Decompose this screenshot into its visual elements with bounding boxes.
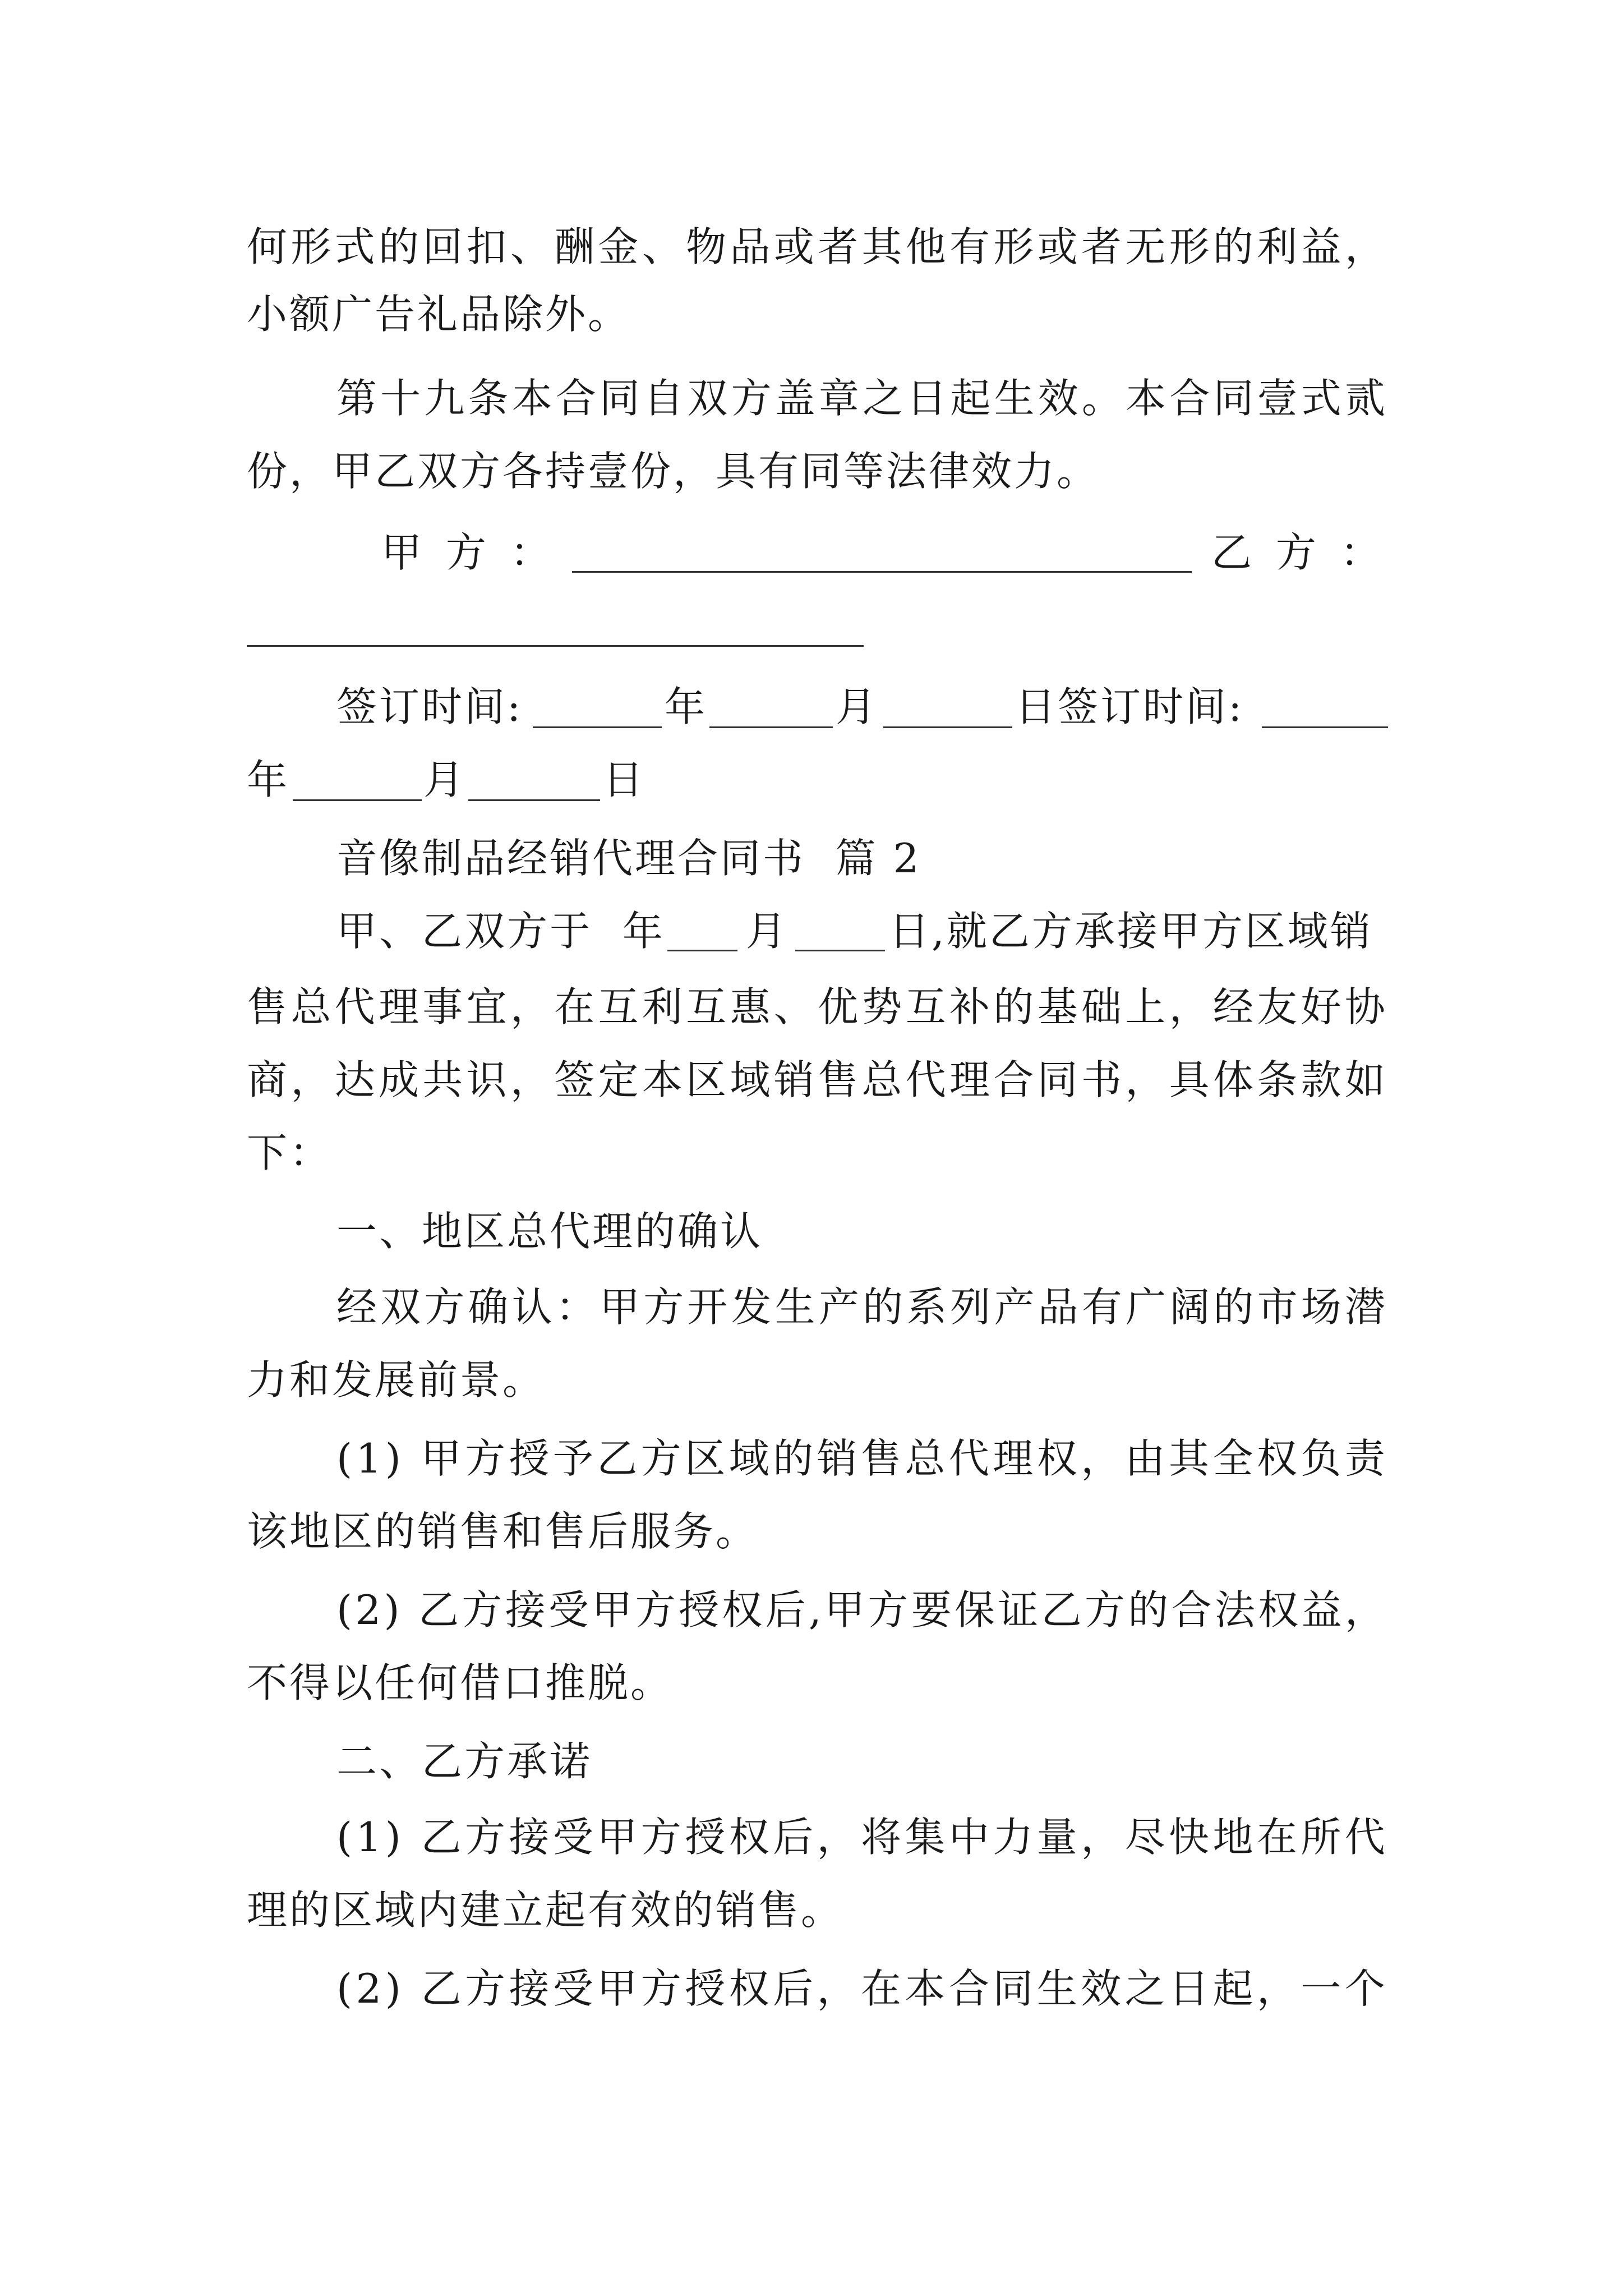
glyph: 益 bbox=[1301, 223, 1344, 270]
paragraph-text: 不得以任何借口推脱。 bbox=[247, 1659, 674, 1706]
glyph: 将 bbox=[860, 1814, 903, 1861]
glyph: 合 bbox=[1171, 1586, 1214, 1634]
glyph: 的 bbox=[993, 983, 1036, 1030]
glyph: 阔 bbox=[1169, 1283, 1212, 1331]
glyph: ， bbox=[1081, 1814, 1124, 1861]
glyph: 扣 bbox=[466, 223, 509, 270]
paragraph-text: 该地区的销售和售后服务。 bbox=[247, 1508, 759, 1555]
glyph: 方 bbox=[640, 1435, 684, 1482]
glyph: 要 bbox=[911, 1586, 954, 1634]
glyph: 双 bbox=[380, 1283, 423, 1331]
glyph: 基 bbox=[1037, 983, 1080, 1030]
glyph: 、 bbox=[642, 223, 685, 270]
glyph: 式 bbox=[1301, 375, 1344, 422]
day-blank bbox=[468, 799, 600, 801]
glyph: 的 bbox=[1128, 1586, 1171, 1634]
glyph: 经 bbox=[336, 1283, 380, 1331]
glyph: ， bbox=[1344, 223, 1387, 270]
glyph: 互 bbox=[905, 983, 948, 1030]
paragraph-text bbox=[247, 983, 1387, 1030]
paragraph-text: 甲、乙双方于 年 bbox=[336, 908, 665, 955]
paragraph-text: 理的区域内建立起有效的销售。 bbox=[247, 1887, 844, 1934]
article-19-text bbox=[336, 375, 1387, 422]
month-label: 月 bbox=[746, 908, 789, 955]
glyph: 条 bbox=[1257, 1056, 1300, 1103]
glyph: ) bbox=[385, 1965, 403, 2012]
glyph: 代 bbox=[334, 983, 377, 1030]
glyph: ， bbox=[510, 983, 553, 1030]
glyph: 金 bbox=[598, 223, 641, 270]
paragraph-text bbox=[336, 1283, 1387, 1331]
glyph: ， bbox=[1081, 1435, 1124, 1482]
party-b-label: 乙 方 ： bbox=[1211, 529, 1386, 576]
glyph: 回 bbox=[422, 223, 465, 270]
glyph: ， bbox=[291, 1056, 334, 1103]
glyph: 代 bbox=[948, 1435, 992, 1482]
glyph: 识 bbox=[466, 1056, 509, 1103]
glyph: 的 bbox=[773, 1435, 816, 1482]
party-a-label: 甲 方 ： bbox=[381, 529, 556, 576]
glyph: 础 bbox=[1081, 983, 1124, 1030]
glyph: 场 bbox=[1301, 1283, 1344, 1331]
glyph: 方 bbox=[640, 1965, 684, 2012]
glyph: 十 bbox=[380, 375, 423, 422]
glyph: 销 bbox=[817, 1435, 860, 1482]
glyph: 第 bbox=[336, 375, 380, 422]
glyph: 共 bbox=[422, 1056, 465, 1103]
glyph: 者 bbox=[1081, 223, 1124, 270]
glyph: 方 bbox=[462, 1586, 505, 1634]
glyph: 如 bbox=[1344, 1056, 1387, 1103]
glyph: ) bbox=[384, 1586, 402, 1634]
glyph: 体 bbox=[1212, 1056, 1256, 1103]
glyph: 日 bbox=[1169, 1965, 1212, 2012]
glyph: 甲 bbox=[824, 1586, 868, 1634]
glyph: 品 bbox=[1038, 1283, 1081, 1331]
glyph: 理 bbox=[378, 983, 421, 1030]
glyph bbox=[403, 1590, 418, 1630]
glyph: ( bbox=[336, 1814, 355, 1861]
glyph: ( bbox=[336, 1965, 355, 2012]
glyph: 广 bbox=[1126, 1283, 1169, 1331]
month-blank bbox=[667, 950, 737, 951]
glyph: 售 bbox=[247, 983, 290, 1030]
glyph: 方 bbox=[465, 1965, 508, 2012]
glyph: 效 bbox=[1081, 1965, 1124, 2012]
glyph: 九 bbox=[424, 375, 467, 422]
glyph: 中 bbox=[948, 1814, 992, 1861]
glyph: 形 bbox=[1169, 223, 1212, 270]
glyph: 自 bbox=[643, 375, 686, 422]
glyph: 友 bbox=[1257, 983, 1300, 1030]
glyph: 总 bbox=[905, 1435, 948, 1482]
glyph: 责 bbox=[1344, 1435, 1387, 1482]
glyph: 开 bbox=[687, 1283, 730, 1331]
glyph: 后 bbox=[765, 1586, 808, 1634]
glyph: 乙 bbox=[597, 1435, 640, 1482]
glyph: 起 bbox=[1212, 1965, 1256, 2012]
glyph: 权 bbox=[722, 1586, 765, 1634]
glyph: ， bbox=[817, 1814, 860, 1861]
glyph: 2 bbox=[355, 1586, 384, 1634]
glyph: 权 bbox=[1258, 1586, 1301, 1634]
glyph: 授 bbox=[685, 1814, 728, 1861]
glyph: 达 bbox=[334, 1056, 377, 1103]
glyph: 他 bbox=[905, 223, 948, 270]
glyph: 起 bbox=[950, 375, 993, 422]
glyph: 法 bbox=[1214, 1586, 1257, 1634]
glyph: 方 bbox=[635, 1586, 678, 1634]
glyph: 售 bbox=[818, 1056, 861, 1103]
glyph: 尽 bbox=[1124, 1814, 1168, 1861]
paragraph-text bbox=[336, 1586, 1387, 1634]
glyph: 总 bbox=[861, 1056, 905, 1103]
month-label: 月 bbox=[836, 683, 879, 730]
glyph: 惠 bbox=[730, 983, 773, 1030]
glyph: 1 bbox=[356, 1435, 384, 1482]
paragraph-text: 小额广告礼品除外。 bbox=[247, 291, 631, 338]
day-blank bbox=[795, 950, 885, 951]
glyph: 方 bbox=[424, 1283, 467, 1331]
glyph: 量 bbox=[1036, 1814, 1080, 1861]
glyph: 条 bbox=[468, 375, 511, 422]
glyph: 合 bbox=[993, 1056, 1036, 1103]
glyph: 本 bbox=[642, 1056, 685, 1103]
glyph: 上 bbox=[1125, 983, 1168, 1030]
paragraph-text bbox=[336, 1814, 1387, 1861]
glyph: 理 bbox=[949, 1056, 993, 1103]
paragraph-text: 下： bbox=[247, 1129, 333, 1176]
glyph: 。 bbox=[1081, 375, 1124, 422]
party-a-signature-blank bbox=[572, 571, 1192, 573]
glyph: 总 bbox=[291, 983, 334, 1030]
year-label: 年 bbox=[665, 683, 708, 730]
glyph: 生 bbox=[774, 1283, 818, 1331]
glyph: 方 bbox=[465, 1435, 508, 1482]
glyph: 区 bbox=[686, 1056, 729, 1103]
glyph: ， bbox=[1125, 1056, 1168, 1103]
glyph: 合 bbox=[1169, 375, 1212, 422]
glyph: 权 bbox=[728, 1814, 772, 1861]
glyph: 系 bbox=[906, 1283, 949, 1331]
glyph: 双 bbox=[687, 375, 730, 422]
glyph: 授 bbox=[678, 1586, 721, 1634]
glyph: 由 bbox=[1124, 1435, 1168, 1482]
glyph: 形 bbox=[291, 223, 334, 270]
glyph: 乙 bbox=[421, 1965, 464, 2012]
paragraph-text bbox=[247, 223, 1387, 270]
glyph: 在 bbox=[1256, 1814, 1299, 1861]
glyph: 快 bbox=[1169, 1814, 1212, 1861]
glyph: 贰 bbox=[1344, 375, 1387, 422]
glyph: 1 bbox=[356, 1814, 384, 1861]
section-title: 音像制品经销代理合同书 篇 2 bbox=[336, 835, 921, 882]
glyph: 之 bbox=[1124, 1965, 1168, 2012]
glyph: ( bbox=[336, 1586, 355, 1634]
paragraph-text: 力和发展前景。 bbox=[247, 1356, 546, 1404]
glyph: 互 bbox=[598, 983, 641, 1030]
glyph: 方 bbox=[465, 1814, 508, 1861]
glyph: 本 bbox=[511, 375, 555, 422]
glyph: 好 bbox=[1301, 983, 1344, 1030]
glyph bbox=[404, 1438, 419, 1479]
glyph: 甲 bbox=[597, 1965, 640, 2012]
party-b-signature-blank bbox=[247, 645, 864, 647]
month-label: 月 bbox=[423, 756, 467, 803]
glyph: 集 bbox=[905, 1814, 948, 1861]
glyph: 本 bbox=[1126, 375, 1169, 422]
glyph: ) bbox=[385, 1814, 403, 1861]
glyph: 代 bbox=[1344, 1814, 1387, 1861]
glyph: 无 bbox=[1125, 223, 1168, 270]
glyph: 盖 bbox=[774, 375, 818, 422]
glyph: 同 bbox=[1037, 1056, 1080, 1103]
paragraph-text bbox=[247, 1056, 1387, 1103]
glyph: 经 bbox=[1212, 983, 1256, 1030]
glyph: 售 bbox=[860, 1435, 903, 1482]
glyph: 市 bbox=[1257, 1283, 1300, 1331]
glyph: 受 bbox=[548, 1586, 592, 1634]
glyph: 产 bbox=[818, 1283, 861, 1331]
glyph: 代 bbox=[905, 1056, 948, 1103]
glyph: 方 bbox=[1084, 1586, 1127, 1634]
paragraph-text: 份，甲乙双方各持壹份，具有同等法律效力。 bbox=[247, 448, 1100, 495]
glyph: 甲 bbox=[597, 1814, 640, 1861]
glyph: ， bbox=[817, 1965, 860, 2012]
year-label: 年 bbox=[247, 756, 290, 803]
glyph: 同 bbox=[993, 1965, 1036, 2012]
glyph: 甲 bbox=[592, 1586, 635, 1634]
month-blank bbox=[293, 799, 422, 801]
glyph: , bbox=[808, 1586, 824, 1634]
heading-text: 一、地区总代理的确认 bbox=[336, 1208, 763, 1255]
glyph: ) bbox=[385, 1435, 403, 1482]
glyph: 利 bbox=[1257, 223, 1300, 270]
glyph: 理 bbox=[993, 1435, 1036, 1482]
glyph: 授 bbox=[509, 1435, 552, 1482]
glyph: 的 bbox=[1213, 1283, 1256, 1331]
glyph: 书 bbox=[1081, 1056, 1124, 1103]
glyph: 宜 bbox=[466, 983, 509, 1030]
paragraph-text: 日,就乙方承接甲方区域销 bbox=[889, 908, 1373, 955]
glyph: ： bbox=[555, 1283, 598, 1331]
glyph: 协 bbox=[1344, 983, 1387, 1030]
glyph: 产 bbox=[994, 1283, 1037, 1331]
glyph: ( bbox=[336, 1435, 355, 1482]
day-signing-time-label: 日签订时间: bbox=[1015, 683, 1244, 730]
heading-text: 二、乙方承诺 bbox=[336, 1738, 593, 1785]
glyph: 接 bbox=[509, 1814, 552, 1861]
glyph: 其 bbox=[861, 223, 905, 270]
glyph: 形 bbox=[993, 223, 1036, 270]
glyph: 受 bbox=[552, 1965, 596, 2012]
glyph: 何 bbox=[247, 223, 290, 270]
glyph: 定 bbox=[598, 1056, 641, 1103]
glyph: 款 bbox=[1301, 1056, 1344, 1103]
glyph: 力 bbox=[993, 1814, 1036, 1861]
glyph: 方 bbox=[868, 1586, 911, 1634]
glyph: 甲 bbox=[600, 1283, 643, 1331]
glyph: 有 bbox=[949, 223, 993, 270]
glyph: 后 bbox=[773, 1814, 816, 1861]
glyph: 具 bbox=[1169, 1056, 1212, 1103]
glyph: 所 bbox=[1301, 1814, 1344, 1861]
glyph: 乙 bbox=[421, 1814, 464, 1861]
glyph: 效 bbox=[1038, 375, 1081, 422]
glyph: 酬 bbox=[554, 223, 597, 270]
glyph: 受 bbox=[552, 1814, 596, 1861]
glyph: ， bbox=[510, 1056, 553, 1103]
glyph: 或 bbox=[1037, 223, 1080, 270]
glyph: 确 bbox=[468, 1283, 511, 1331]
glyph: 生 bbox=[994, 375, 1037, 422]
glyph: 授 bbox=[685, 1965, 728, 2012]
glyph: 潜 bbox=[1344, 1283, 1387, 1331]
glyph: 地 bbox=[1212, 1814, 1256, 1861]
year-blank bbox=[533, 726, 662, 728]
glyph: 方 bbox=[731, 375, 774, 422]
glyph: 章 bbox=[818, 375, 861, 422]
glyph: 、 bbox=[773, 983, 817, 1030]
glyph: 生 bbox=[1036, 1965, 1080, 2012]
glyph: 权 bbox=[1036, 1435, 1080, 1482]
glyph: 予 bbox=[552, 1435, 596, 1482]
glyph: 证 bbox=[998, 1586, 1041, 1634]
glyph: 合 bbox=[948, 1965, 992, 2012]
glyph: 有 bbox=[1081, 1283, 1124, 1331]
glyph: 权 bbox=[728, 1965, 772, 2012]
glyph: 签 bbox=[554, 1056, 597, 1103]
glyph: 方 bbox=[640, 1814, 684, 1861]
glyph: 优 bbox=[818, 983, 861, 1030]
glyph: 同 bbox=[1213, 375, 1256, 422]
glyph: 品 bbox=[730, 223, 773, 270]
glyph: 列 bbox=[950, 1283, 993, 1331]
glyph: 的 bbox=[1212, 223, 1256, 270]
glyph: 事 bbox=[422, 983, 465, 1030]
paragraph-text bbox=[336, 1965, 1387, 2012]
glyph: 互 bbox=[686, 983, 729, 1030]
glyph: 接 bbox=[505, 1586, 548, 1634]
paragraph-text bbox=[336, 1435, 1387, 1482]
glyph: 的 bbox=[378, 223, 421, 270]
glyph: 在 bbox=[554, 983, 597, 1030]
glyph bbox=[404, 1817, 419, 1857]
glyph: 一 bbox=[1301, 1965, 1344, 2012]
glyph: 域 bbox=[728, 1435, 772, 1482]
signing-time-label: 签订时间: bbox=[336, 683, 523, 730]
glyph: 发 bbox=[731, 1283, 774, 1331]
glyph: 的 bbox=[863, 1283, 906, 1331]
glyph: 乙 bbox=[1041, 1586, 1084, 1634]
day-blank bbox=[883, 726, 1012, 728]
glyph: 壹 bbox=[1257, 375, 1300, 422]
glyph: 式 bbox=[334, 223, 377, 270]
glyph: 权 bbox=[1256, 1435, 1299, 1482]
glyph: 日 bbox=[906, 375, 949, 422]
glyph: 势 bbox=[861, 983, 905, 1030]
month-blank bbox=[709, 726, 833, 728]
glyph: 商 bbox=[247, 1056, 290, 1103]
glyph: 个 bbox=[1344, 1965, 1387, 2012]
glyph: 甲 bbox=[421, 1435, 464, 1482]
glyph bbox=[404, 1968, 419, 2009]
glyph: 域 bbox=[730, 1056, 773, 1103]
glyph: 负 bbox=[1301, 1435, 1344, 1482]
glyph: 方 bbox=[643, 1283, 686, 1331]
glyph: 2 bbox=[356, 1965, 384, 2012]
glyph: 利 bbox=[642, 983, 685, 1030]
day-label: 日 bbox=[603, 756, 646, 803]
glyph: 或 bbox=[773, 223, 817, 270]
glyph: 保 bbox=[955, 1586, 998, 1634]
glyph: 同 bbox=[600, 375, 643, 422]
glyph: 认 bbox=[511, 1283, 555, 1331]
glyph: 之 bbox=[863, 375, 906, 422]
glyph: 益 bbox=[1301, 1586, 1344, 1634]
glyph: 销 bbox=[773, 1056, 817, 1103]
glyph: 接 bbox=[509, 1965, 552, 2012]
glyph: 物 bbox=[686, 223, 729, 270]
glyph: 后 bbox=[773, 1965, 816, 2012]
glyph: 本 bbox=[905, 1965, 948, 2012]
glyph: 合 bbox=[555, 375, 598, 422]
year-blank bbox=[1262, 726, 1388, 728]
glyph: 、 bbox=[510, 223, 553, 270]
glyph: ， bbox=[1344, 1586, 1387, 1634]
glyph: 乙 bbox=[418, 1586, 462, 1634]
glyph: 在 bbox=[860, 1965, 903, 2012]
glyph: 区 bbox=[685, 1435, 728, 1482]
glyph: 补 bbox=[949, 983, 993, 1030]
glyph: ， bbox=[1256, 1965, 1299, 2012]
glyph: 者 bbox=[818, 223, 861, 270]
glyph: 成 bbox=[378, 1056, 421, 1103]
glyph: 全 bbox=[1212, 1435, 1256, 1482]
glyph: ， bbox=[1169, 983, 1212, 1030]
glyph: 其 bbox=[1169, 1435, 1212, 1482]
